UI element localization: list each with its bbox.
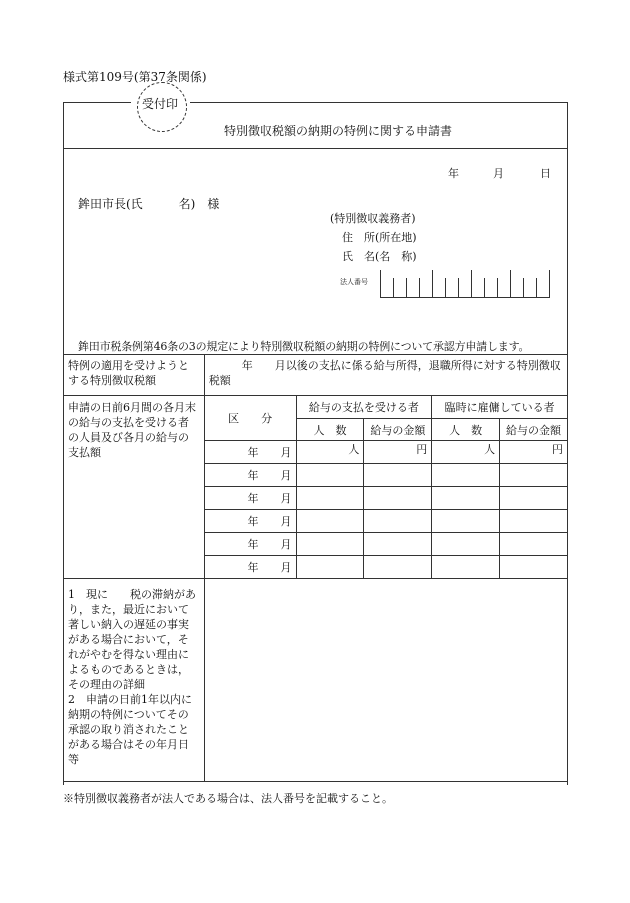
paid-count-cell[interactable] (296, 464, 364, 487)
temp-count-cell[interactable] (432, 487, 500, 510)
applicant-role: (特別徴収義務者) (330, 212, 416, 225)
tax-row-content[interactable]: 年 月以後の支払に係る給与所得，退職所得に対する特別徴収税額 (204, 355, 567, 396)
temp-count-cell[interactable] (432, 533, 500, 556)
paid-amount-cell[interactable] (364, 464, 432, 487)
paid-amount-cell[interactable] (364, 533, 432, 556)
application-statement: 鉾田市税条例第46条の3の規定により特別徴収税額の納期の特例について承認方申請します。 (78, 340, 530, 353)
date-day: 日 (540, 167, 551, 180)
month-cell[interactable]: 年 月 (204, 533, 296, 556)
temp-amount-cell[interactable] (500, 510, 568, 533)
temp-amount-cell[interactable] (500, 533, 568, 556)
temp-amount-cell[interactable] (500, 487, 568, 510)
division-header: 区 分 (204, 396, 296, 441)
paid-amount-cell[interactable] (364, 487, 432, 510)
reason-content[interactable] (204, 579, 567, 782)
month-cell[interactable]: 年 月 (204, 464, 296, 487)
temp-count-cell[interactable] (432, 464, 500, 487)
tax-row-label: 特例の適用を受けようとする特別徴収税額 (64, 355, 205, 396)
temp-count-header: 人 数 (432, 419, 500, 441)
paid-amount-cell[interactable] (364, 510, 432, 533)
applicant-address-label: 住 所(所在地) (342, 231, 417, 244)
paid-employees-header: 給与の支払を受ける者 (296, 396, 432, 419)
page-title: 特別徴収税額の納期の特例に関する申請書 (224, 124, 453, 138)
receipt-stamp-label: 受付印 (142, 97, 179, 111)
temp-amount-cell[interactable] (500, 556, 568, 579)
temp-amount-cell[interactable] (500, 464, 568, 487)
paid-count-cell[interactable]: 人 (296, 441, 364, 464)
date-year: 年 (448, 167, 459, 180)
date-month: 月 (493, 167, 504, 180)
applicant-name-label: 氏 名(名 称) (342, 250, 417, 263)
corporate-number-field[interactable] (380, 264, 550, 298)
paid-count-cell[interactable] (296, 556, 364, 579)
application-table (63, 354, 568, 782)
salary-section-label: 申請の日前6月間の各月末の給与の支払を受ける者の人員及び各月の給与の支払額 (64, 396, 205, 579)
temp-amount-cell[interactable]: 円 (500, 441, 568, 464)
paid-amount-header: 給与の金額 (364, 419, 432, 441)
corporate-number-label: 法人番号 (340, 278, 368, 286)
temporary-employees-header: 臨時に雇傭している者 (432, 396, 568, 419)
addressee: 鉾田市長(氏 名) 様 (78, 197, 220, 211)
reason-label: 1 現に 税の滞納があり，また，最近において著しい納入の遅延の事実がある場合において，それがやむを得ない理由によるものであるときは，その理由の詳細 2 申請の日前1年以内に納期の特例についてその承認の取り消されたことがある場合はその年月日等 (64, 579, 205, 782)
paid-count-header: 人 数 (296, 419, 364, 441)
paid-amount-cell[interactable]: 円 (364, 441, 432, 464)
temp-amount-header: 給与の金額 (500, 419, 568, 441)
paid-count-cell[interactable] (296, 533, 364, 556)
form-number: 様式第109号(第37条関係) (63, 70, 207, 84)
temp-count-cell[interactable] (432, 556, 500, 579)
month-cell[interactable]: 年 月 (204, 510, 296, 533)
temp-count-cell[interactable]: 人 (432, 441, 500, 464)
paid-count-cell[interactable] (296, 487, 364, 510)
paid-amount-cell[interactable] (364, 556, 432, 579)
footnote: ※特別徴収義務者が法人である場合は、法人番号を記載すること。 (63, 792, 393, 805)
paid-count-cell[interactable] (296, 510, 364, 533)
month-cell[interactable]: 年 月 (204, 487, 296, 510)
month-cell[interactable]: 年 月 (204, 556, 296, 579)
month-cell[interactable]: 年 月 (204, 441, 296, 464)
temp-count-cell[interactable] (432, 510, 500, 533)
